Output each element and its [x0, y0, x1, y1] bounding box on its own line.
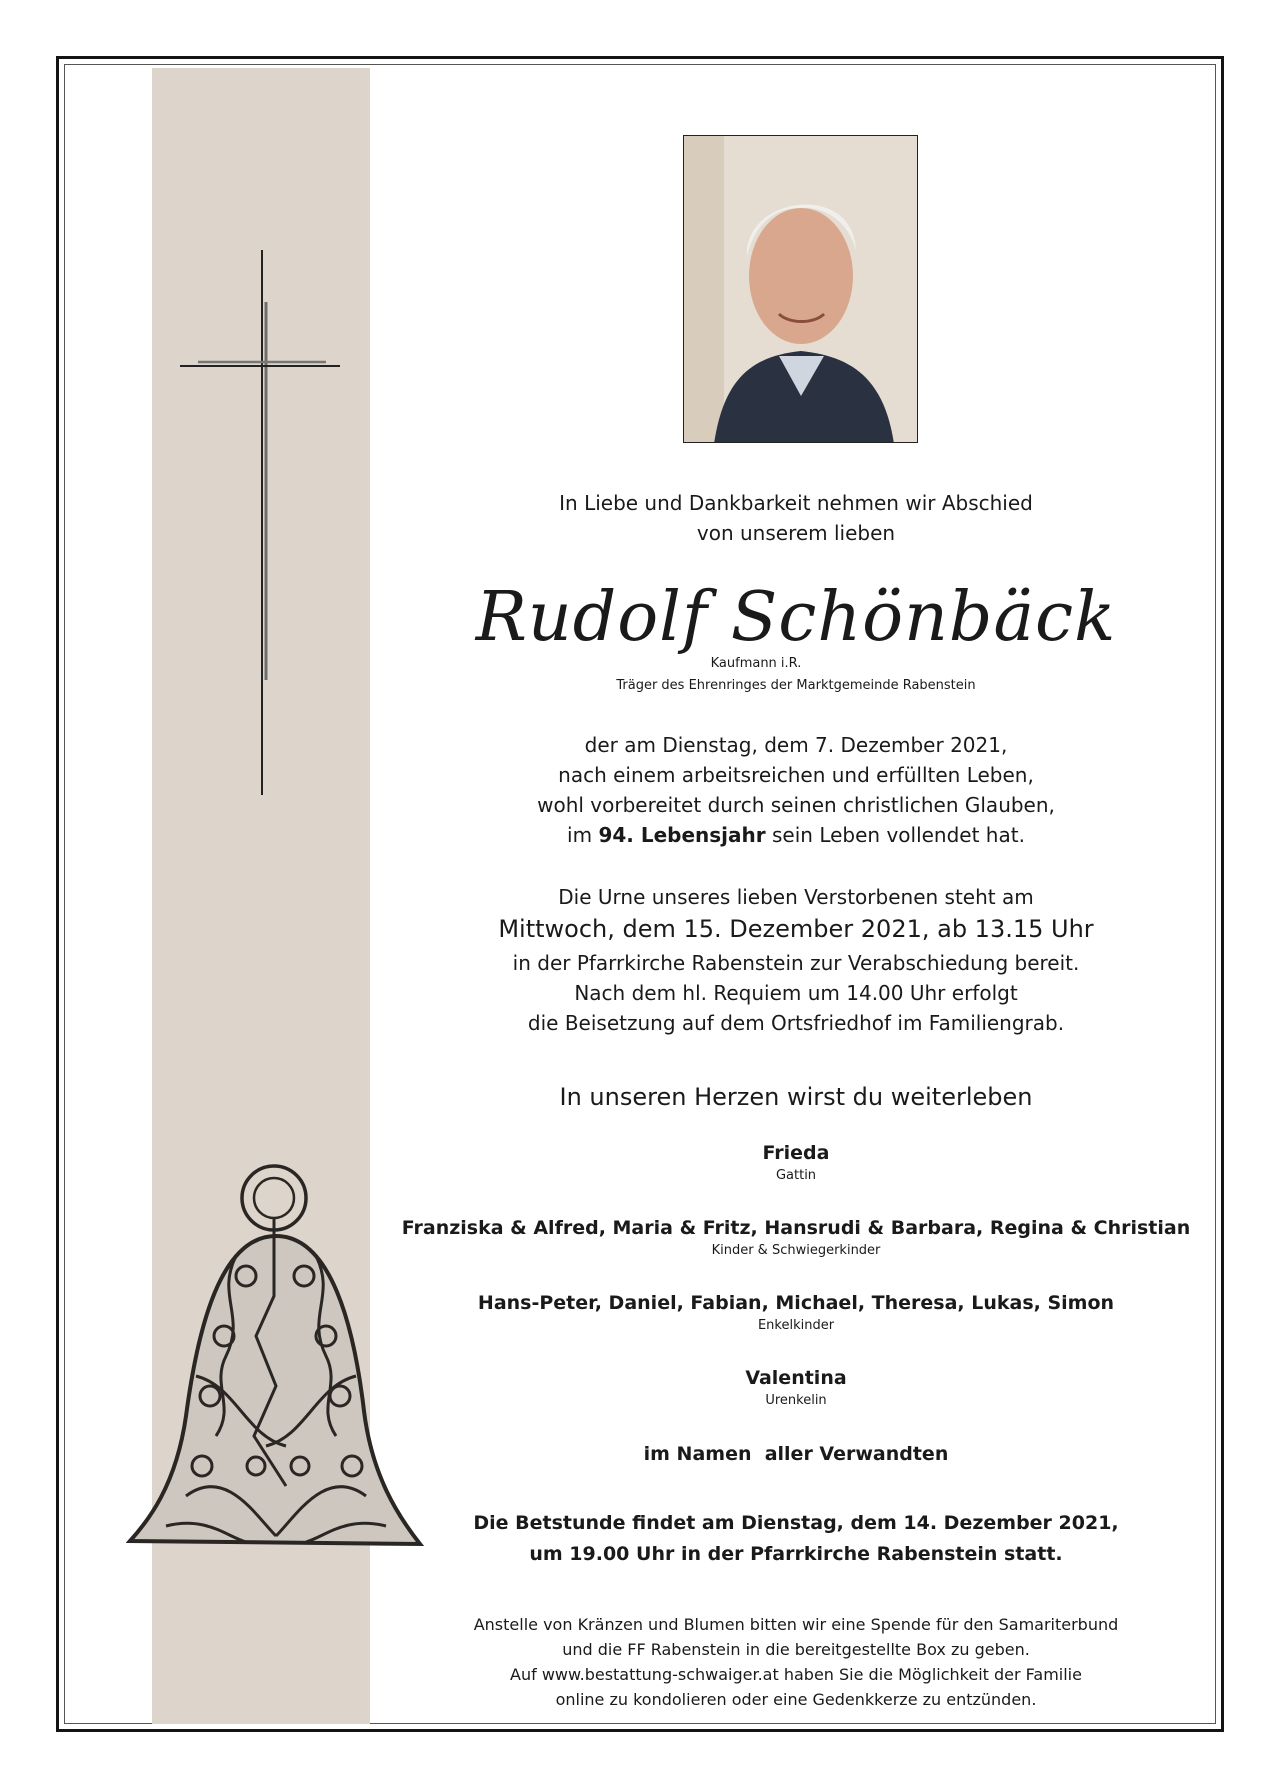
- death-line-1: der am Dienstag, dem 7. Dezember 2021,: [584, 733, 1008, 757]
- family-names-0: Frieda: [762, 1142, 830, 1164]
- intro-line-2: von unserem lieben: [696, 521, 896, 545]
- footer-line-4: online zu kondolieren oder eine Gedenkkerze zu entzünden.: [555, 1690, 1037, 1709]
- family-relation-1: Kinder & Schwiegerkinder: [711, 1243, 881, 1258]
- footer-line-3: Auf www.bestattung-schwaiger.at haben Sie die Möglichkeit der Familie: [510, 1665, 1082, 1684]
- intro-line-1: In Liebe und Dankbarkeit nehmen wir Abschied: [559, 491, 1033, 515]
- age-bold: 94. Lebensjahr: [598, 823, 766, 847]
- death-line-4-post: sein Leben vollendet hat.: [765, 823, 1025, 847]
- ceremony-line-5: die Beisetzung auf dem Ortsfriedhof im Familiengrab.: [527, 1011, 1065, 1035]
- relatives: im Namen aller Verwandten: [643, 1443, 949, 1465]
- family-names-1: Franziska & Alfred, Maria & Fritz, Hansrudi & Barbara, Regina & Christian: [401, 1217, 1191, 1239]
- ceremony-line-1: Die Urne unseres lieben Verstorbenen steht am: [558, 885, 1034, 909]
- deceased-title-1: Kaufmann i.R.: [710, 656, 802, 671]
- portrait-photo: [683, 135, 918, 443]
- death-line-4: [370, 820, 1222, 850]
- ceremony-line-3: in der Pfarrkirche Rabenstein zur Verabschiedung bereit.: [512, 951, 1080, 975]
- deceased-title-2: Träger des Ehrenringes der Marktgemeinde Rabenstein: [616, 678, 976, 693]
- death-line-4-pre: im: [567, 823, 599, 847]
- death-line-3: wohl vorbereitet durch seinen christlichen Glauben,: [537, 793, 1055, 817]
- prayer-line-2: um 19.00 Uhr in der Pfarrkirche Rabenstein statt.: [529, 1543, 1063, 1565]
- footer-line-2: und die FF Rabenstein in die bereitgestellte Box zu geben.: [562, 1640, 1030, 1659]
- ceremony-line-4: Nach dem hl. Requiem um 14.00 Uhr erfolgt: [574, 981, 1018, 1005]
- prayer-line-1: Die Betstunde findet am Dienstag, dem 14. Dezember 2021,: [473, 1512, 1119, 1534]
- ceremony-date: Mittwoch, dem 15. Dezember 2021, ab 13.15 Uhr: [498, 915, 1094, 943]
- family-relation-3: Urenkelin: [765, 1393, 827, 1408]
- family-names-2: Hans-Peter, Daniel, Fabian, Michael, Theresa, Lukas, Simon: [477, 1292, 1115, 1314]
- footer-line-1: Anstelle von Kränzen und Blumen bitten wir eine Spende für den Samariterbund: [473, 1615, 1119, 1634]
- family-relation-0: Gattin: [775, 1168, 817, 1183]
- deceased-name: Rudolf Schönbäck: [475, 578, 1117, 657]
- family-names-3: Valentina: [745, 1367, 847, 1389]
- death-line-2: nach einem arbeitsreichen und erfüllten Leben,: [558, 763, 1034, 787]
- family-relation-2: Enkelkinder: [757, 1318, 835, 1333]
- cross-icon: [176, 250, 356, 810]
- motto: In unseren Herzen wirst du weiterleben: [559, 1083, 1033, 1111]
